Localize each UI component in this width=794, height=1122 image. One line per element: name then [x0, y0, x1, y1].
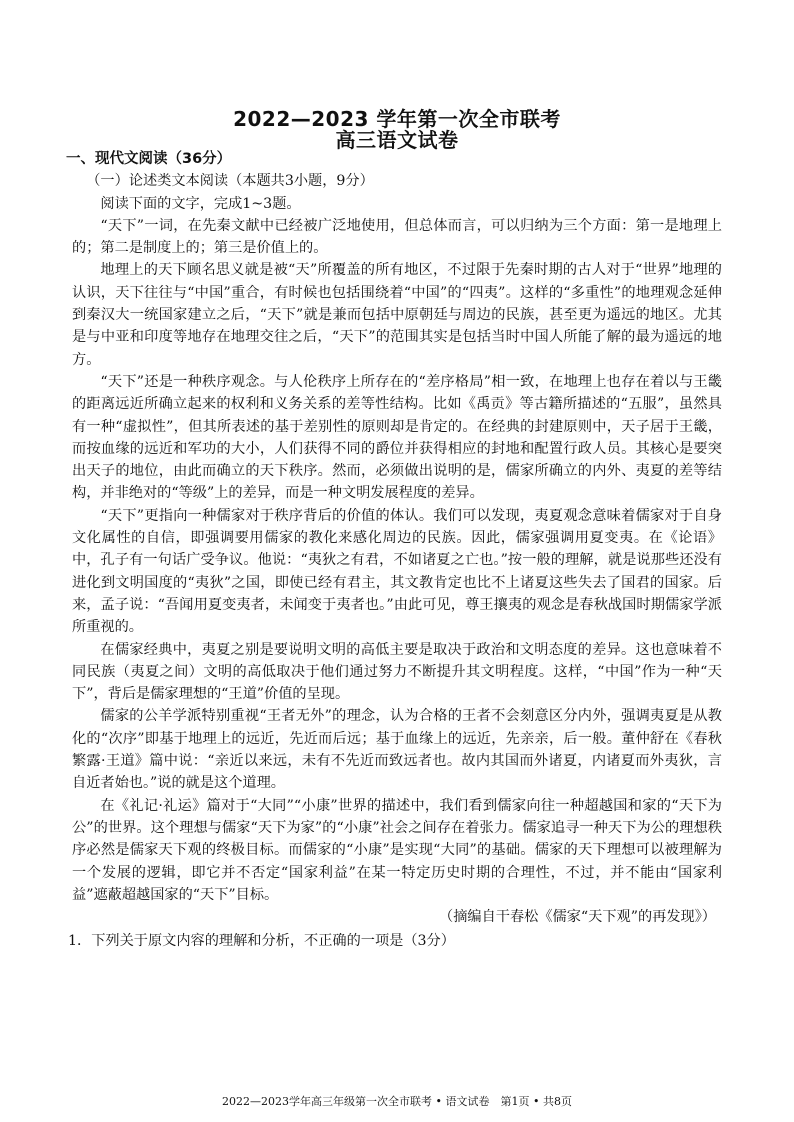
- exam-subtitle: 高三语文试卷: [335, 128, 459, 152]
- exam-title: 2022—2023 学年第一次全市联考: [233, 107, 561, 131]
- source-citation: （摘编自干春松《儒家“天下观”的再发现》）: [439, 909, 716, 926]
- sub-section-heading: （一）论述类文本阅读（本题共3小题，9分）: [86, 173, 374, 190]
- paragraph-2: 地理上的天下顾名思义就是被“天”所覆盖的所有地区，不过限于先秦时期的古人对于“世界”地理的认识，天下往往与“中国”重合，有时候也包括围绕着“中国”的“四夷”。这样的“多重性”的地理观念延伸到秦汉大一统国家建立之后，“天下”就是兼而包括中原朝廷与周边的民族，甚至更为遥远的地区。尤其是与中亚和印度等地存在地理交往之后，“天下”的范围其实是包括当时中国人所能了解的最为遥远的地方。: [72, 262, 722, 368]
- paragraph-5: 在儒家经典中，夷夏之别是要说明文明的高低主要是取决于政治和文明态度的差异。这也意味着不同民族（夷夏之间）文明的高低取决于他们通过努力不断提升其文明程度。这样，“中国”作为一种“天下”，背后是儒家理想的“王道”价值的呈现。: [72, 641, 722, 703]
- reading-instruction: 阅读下面的文字，完成1~3题。: [100, 195, 301, 212]
- section-heading: 一、现代文阅读（36分）: [66, 151, 232, 167]
- paragraph-1: “天下”一词，在先秦文献中已经被广泛地使用，但总体而言，可以归纳为三个方面：第一是地理上的；第二是制度上的；第三是价值上的。: [72, 217, 722, 257]
- question-1: 1．下列关于原文内容的理解和分析，不正确的一项是（3分）: [68, 933, 455, 950]
- paragraph-7: 在《礼记·礼运》篇对于“大同”“小康”世界的描述中，我们看到儒家向往一种超越国和家的“天下为公”的世界。这个理想与儒家“天下为家”的“小康”社会之间存在着张力。儒家追寻一种天下为公的理想秩序必然是儒家天下观的终极目标。而儒家的“小康”是实现“大同”的基础。儒家的天下理想可以被理解为一个发展的逻辑，即它并不否定“国家利益”在某一特定历史时期的合理性，不过，并不能由“国家利益”遮蔽超越国家的“天下”目标。: [72, 797, 722, 903]
- paragraph-6: 儒家的公羊学派特别重视“王者无外”的理念，认为合格的王者不会刻意区分内外，强调夷夏是从教化的“次序”即基于地理上的远近，先近而后远；基于血缘上的远近，先亲亲，后一般。董仲舒在《春秋繁露·王道》篇中说：“亲近以来远，未有不先近而致远者也。故内其国而外诸夏，内诸夏而外夷狄，言自近者始也。”说的就是这个道理。: [72, 708, 722, 792]
- page-footer: 2022—2023学年高三年级第一次全市联考 • 语文试卷 第1页 • 共8页: [222, 1095, 572, 1108]
- paragraph-4: “天下”更指向一种儒家对于秩序背后的价值的体认。我们可以发现，夷夏观念意味着儒家对于自身文化属性的自信，即强调要用儒家的教化来感化周边的民族。因此，儒家强调用夏变夷。在《论语》中，孔子有一句话广受争议。他说：“夷狄之有君，不如诸夏之亡也。”按一般的理解，就是说那些还没有进化到文明国度的“夷狄”之国，即使已经有君主，其文教肯定也比不上诸夏这些失去了国君的国家。后来，孟子说：“吾闻用夏变夷者，未闻变于夷者也。”由此可见，尊王攘夷的观念是春秋战国时期儒家学派所重视的。: [72, 507, 722, 636]
- paragraph-3: “天下”还是一种秩序观念。与人伦秩序上所存在的“差序格局”相一致，在地理上也存在着以与王畿的距离远近所确立起来的权利和义务关系的差等性结构。比如《禹贡》等古籍所描述的“五服”，虽然具有一种“虚拟性”，但其所表述的基于差别性的原则却是肯定的。在经典的封建原则中，天子居于王畿，而按血缘的远近和军功的大小，人们获得不同的爵位并获得相应的封地和配置行政人员。其核心是要突出天子的地位，由此而确立的天下秩序。然而，必须做出说明的是，儒家所确立的内外、夷夏的差等结构，并非绝对的“等级”上的差异，而是一种文明发展程度的差异。: [72, 373, 722, 502]
- exam-body: [66, 148, 722, 953]
